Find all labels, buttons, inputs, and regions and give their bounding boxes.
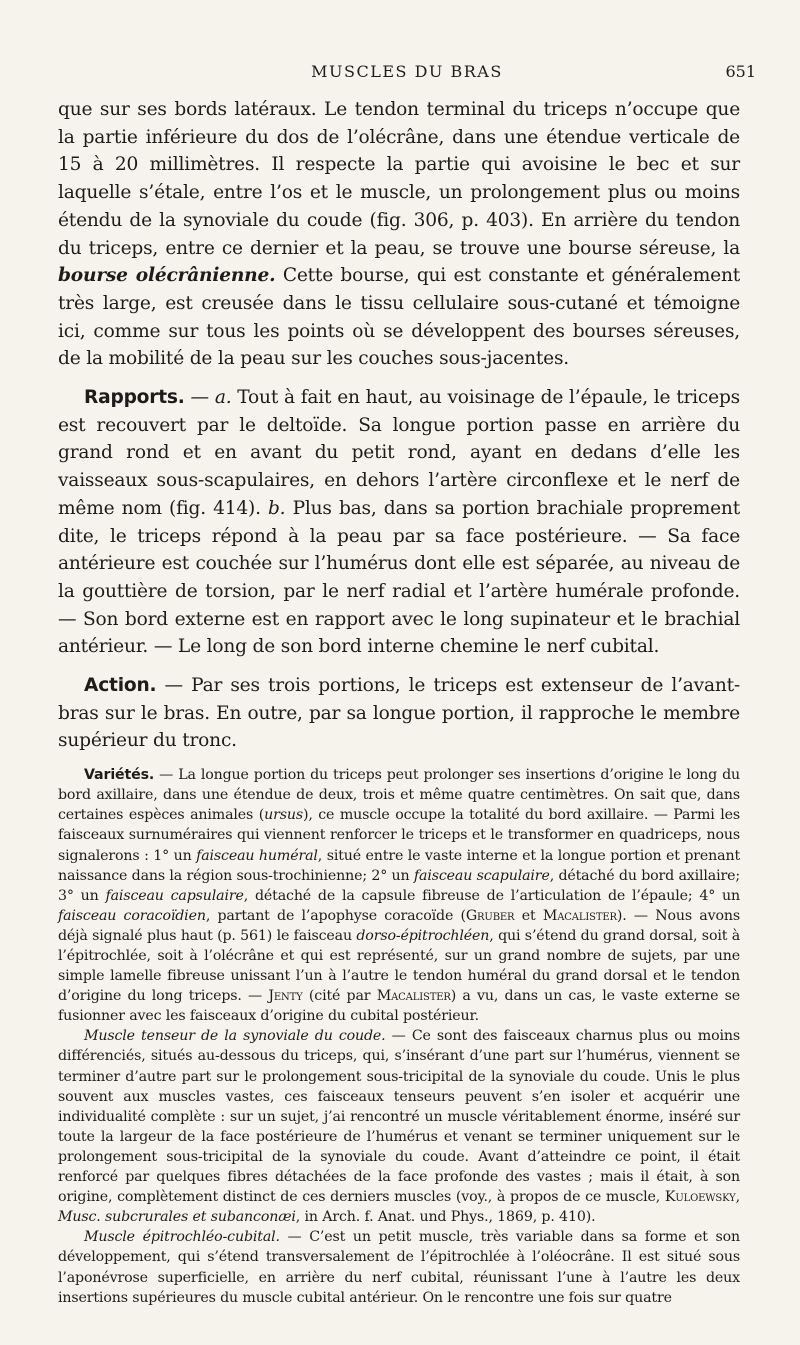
text-run: Tout à fait en haut, au voisinage de l’épaule, le triceps est recouvert par le deltoïde. Sa longue portion passe en arrière du grand rond et en avant du petit rond, ayant en dedans d’elle les vaisseaux sous-scapulaires, en dehors l’artère circonflexe et le nerf de même nom (fig. 414).	[58, 387, 740, 519]
text-run: , partant de l’apophyse coracoïde (	[205, 907, 466, 924]
italic-term: faisceau capsulaire	[105, 887, 244, 904]
emphasis-term: bourse olécrânienne.	[58, 265, 276, 287]
text-run: , situé entre le vaste interne et la longue portion et prenant naissance dans la région sous-trochinienne; 2° un	[58, 847, 741, 884]
italic-term: faisceau coracoïdien	[58, 907, 206, 924]
text-run: Plus bas, dans sa portion brachiale proprement dite, le triceps répond à la peau par sa face postérieure. — Sa face antérieure est couchée sur l’humérus dont elle est séparée, au niveau de la gouttière de torsion, par le nerf radial et l’artère humérale profonde. — Son bord externe est en rapport avec le long supinateur et le brachial antérieur. — Le long de son bord interne chemine le nerf cubital.	[58, 497, 740, 658]
page-number: 651	[725, 62, 756, 81]
author-name: Jenty	[268, 988, 303, 1005]
text-run: (cité par	[302, 988, 377, 1005]
text-run: ,	[735, 1189, 740, 1206]
text-run: , détaché de la capsule fibreuse de l’articulation de l’épaule; 4° un	[243, 887, 740, 904]
text-run: , qui s’étend du grand dorsal, soit à l’épitrochlée, soit à l’olécrâne et qui est représenté, sur un grand nombre de sujets, par une simple lamelle fibreuse unissant l’un à l’autre le tendon huméral du grand dorsal et le tendon d’origine du long triceps. —	[58, 927, 741, 1005]
subsection-heading-epitrochleo-cubital: Muscle épitrochléo-cubital.	[84, 1229, 280, 1246]
subsection-heading-muscle-tenseur: Muscle tenseur de la synoviale du coude.	[84, 1028, 386, 1045]
italic-term: dorso-épitrochléen	[356, 927, 490, 944]
author-name: Macalister	[542, 907, 617, 924]
text-run: — La longue portion du triceps peut prolonger ses insertions d’origine le long du bord axillaire, dans une étendue de deux, trois et même quatre centimètres. On sait que, dans certaines espèces animales (	[58, 767, 740, 824]
paragraph-muscle-tenseur	[58, 1026, 740, 1227]
paragraph-bourse-olecranienne	[58, 96, 740, 373]
text-run: Cette bourse, qui est constante et généralement très large, est creusée dans le tissu cellulaire sous-cutané et témoigne ici, comme sur tous les points où se développent des bourses séreuses, de la mobilité de la peau sur les couches sous-jacentes.	[58, 265, 740, 370]
text-run: —	[184, 387, 215, 409]
text-run: , détaché du bord axillaire; 3° un	[58, 867, 741, 904]
text-run: ). — Nous avons déjà signalé plus haut (p. 561) le faisceau	[58, 907, 740, 944]
running-title: MUSCLES DU BRAS	[311, 62, 503, 81]
list-marker-a: a.	[214, 387, 232, 409]
citation-title: Musc. subcrurales et subanconæi	[58, 1209, 296, 1226]
text-run: et	[514, 907, 543, 924]
section-heading-action: Action.	[84, 675, 157, 697]
section-heading-varietes: Variétés.	[84, 767, 155, 784]
author-name: Kuloewsky	[664, 1189, 736, 1206]
paragraph-epitrochleo-cubital	[58, 1227, 740, 1307]
italic-term: faisceau scapulaire	[413, 867, 550, 884]
list-marker-b: b.	[267, 497, 286, 519]
text-run: , in Arch. f. Anat. und Phys., 1869, p. 410).	[295, 1209, 596, 1226]
running-head	[58, 62, 756, 84]
italic-term: ursus	[264, 807, 303, 824]
text-run: que sur ses bords latéraux. Le tendon terminal du triceps n’occupe que la partie inférieure du dos de l’olécrâne, dans une étendue verticale de 15 à 20 millimètres. Il respecte la partie qui avoisine le bec et sur laquelle s’étale, entre l’os et le muscle, un prolongement plus ou moins étendu de la synoviale du coude (fig. 306, p. 403). En arrière du tendon du triceps, entre ce dernier et la peau, se trouve une bourse séreuse, la	[58, 99, 740, 259]
italic-term: faisceau huméral	[196, 847, 318, 864]
text-run: ), ce muscle occupe la totalité du bord axillaire. — Parmi les faisceaux surnuméraires qui viennent renforcer le triceps et le transformer en quadriceps, nous signalerons : 1° un	[58, 807, 740, 864]
page-content	[58, 96, 740, 1308]
text-run: — C’est un petit muscle, très variable dans sa forme et son développement, qui s’étend transversalement de l’épitrochlée à l’oléocrâne. Il est situé sous l’aponévrose superficielle, en arrière du nerf cubital, réunissant l’une à l’autre les deux insertions supérieures du muscle cubital antérieur. On le rencontre une fois sur quatre	[58, 1229, 741, 1306]
text-run: — Par ses trois portions, le triceps est extenseur de l’avant-bras sur le bras. En outre, par sa longue portion, il rapproche le membre supérieur du tronc.	[58, 675, 740, 752]
text-run: — Ce sont des faisceaux charnus plus ou moins différenciés, situés au-dessous du triceps, qui, s’insérant d’une part sur l’humérus, viennent se terminer d’autre part sur le prolongement sous-tricipital de la synoviale du coude. Unis le plus souvent aux muscles vastes, ces faisceaux tenseurs peuvent s’en isoler et acquérir une individualité complète : sur un sujet, j’ai rencontré un muscle véritablement énorme, inséré sur toute la largeur de la face postérieure de l’humérus et venant se terminer uniquement sur le prolongement sous-tricipital de la synoviale du coude. Avant d’atteindre ce point, il était renforcé par quelques fibres détachées de la face profonde des vastes ; mais il était, à son origine, complètement distinct de ces derniers muscles (voy., à propos de ce muscle,	[58, 1028, 740, 1206]
author-name: Gruber	[465, 907, 515, 924]
paragraph-action	[58, 672, 740, 755]
paragraph-rapports	[58, 384, 740, 661]
paragraph-varietes	[58, 765, 740, 1026]
author-name: Macalister	[376, 988, 451, 1005]
section-heading-rapports: Rapports.	[84, 387, 185, 409]
text-run: ) a vu, dans un cas, le vaste externe se fusionner avec les faisceaux d’origine du cubital postérieur.	[58, 988, 740, 1025]
